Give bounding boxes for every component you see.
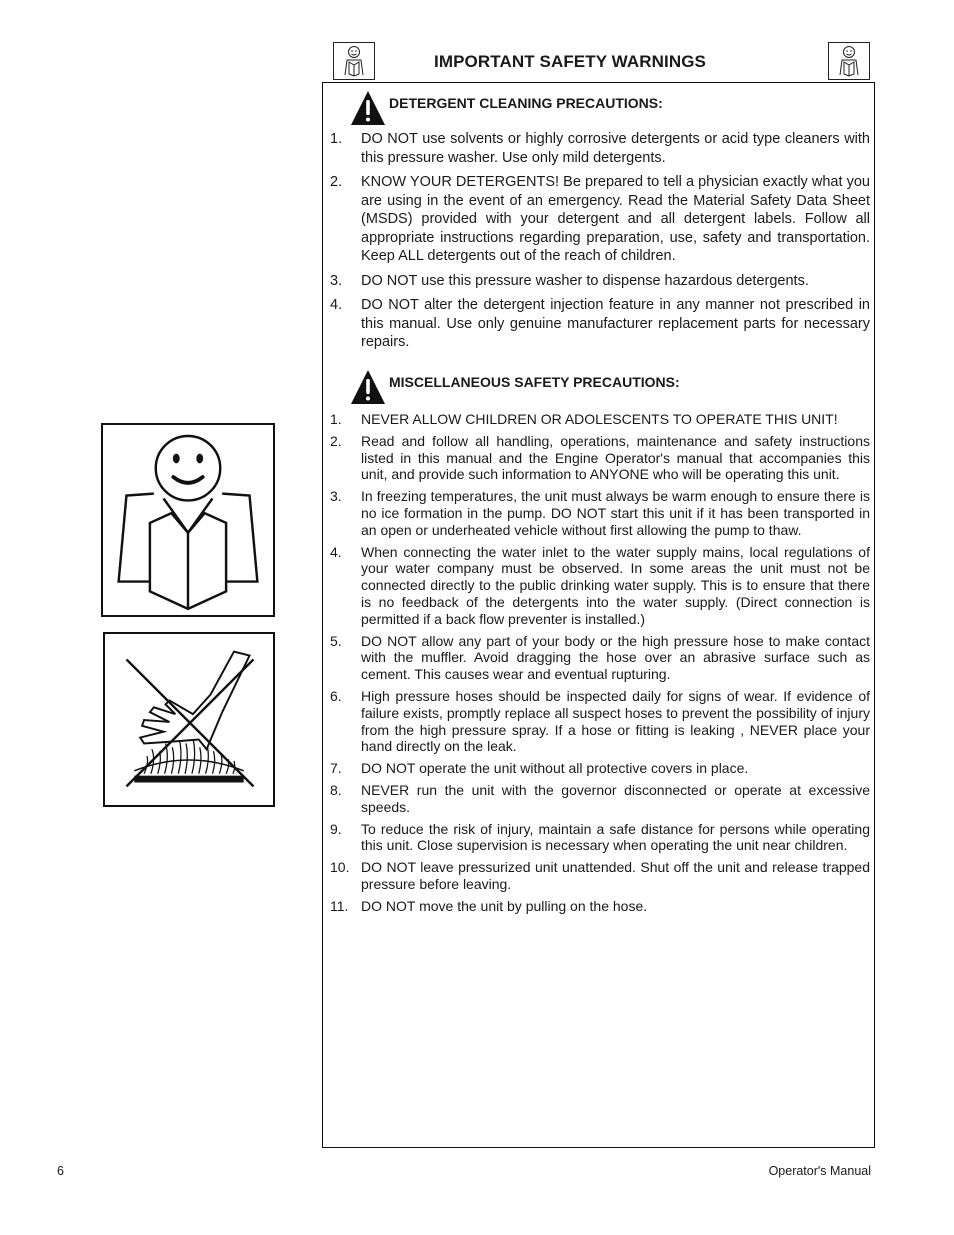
warning-triangle-icon — [350, 369, 386, 405]
list-item: 2. KNOW YOUR DETERGENTS! Be prepared to tell a physician exactly what you are using in the event of an emergency. Read the Material Safety Data Sheet (MSDS) provided with your detergent and all detergent labels. Follow all appropriate instructions regarding preparation, use, safety and transportation. Keep ALL detergents out of the reach of children. — [330, 174, 870, 264]
list-item: 3. DO NOT use this pressure washer to dispense hazardous detergents. — [330, 272, 809, 289]
detergent-precautions-list — [330, 130, 870, 358]
read-manual-icon — [333, 42, 375, 80]
list-item: 1. NEVER ALLOW CHILDREN OR ADOLESCENTS TO OPERATE THIS UNIT! — [330, 411, 838, 427]
page-number: 6 — [57, 1164, 64, 1178]
list-item: 6. High pressure hoses should be inspected daily for signs of wear. If evidence of failure exists, promptly replace all suspect hoses to prevent the possibility of injury from the high pressure spray. If a hose or fitting is leaking , NEVER place your hand directly on the leak. — [330, 687, 870, 755]
list-item: 10. DO NOT leave pressurized unit unattended. Shut off the unit and release trapped pressure before leaving. — [330, 859, 870, 892]
list-item: 1. DO NOT use solvents or highly corrosive detergents or acid type cleaners with this pressure washer. Use only mild detergents. — [330, 131, 870, 166]
list-item: 2. Read and follow all handling, operations, maintenance and safety instructions listed in this manual and the Engine Operator's manual that accompanies this unit, and provide such information to ANYONE who will be operating this unit. — [330, 432, 870, 483]
list-item: 8. NEVER run the unit with the governor disconnected or operate at excessive speeds. — [330, 781, 870, 815]
misc-precautions-list — [330, 411, 870, 920]
list-item: 4. When connecting the water inlet to the water supply mains, local regulations of your water company must be observed. In some areas the unit must not be connected directly to the public drinking water supply. This is to ensure that there is no feedback of the detergents into the water supply. (Direct connection is permitted if a back flow preventer is installed.) — [330, 543, 870, 627]
page-title: IMPORTANT SAFETY WARNINGS — [434, 52, 706, 71]
no-touch-hot-surface-icon — [103, 632, 275, 807]
list-item: 9. To reduce the risk of injury, maintain a safe distance for persons while operating this unit. Close supervision is necessary when operating the unit near children. — [330, 820, 870, 854]
read-manual-icon — [101, 423, 275, 617]
section-heading-text: MISCELLANEOUS SAFETY PRECAUTIONS: — [389, 374, 680, 390]
list-item: 7. DO NOT operate the unit without all protective covers in place. — [330, 760, 749, 777]
list-item: 3. In freezing temperatures, the unit must always be warm enough to ensure there is no ice formation in the pump. DO NOT start this unit if it has been transported in an open or underheated vehicle without first allowing the pump to thaw. — [330, 488, 870, 538]
list-item: 4. DO NOT alter the detergent injection feature in any manner not prescribed in this manual. Use only genuine manufacturer replacement parts for necessary repairs. — [330, 297, 870, 350]
list-item: 5. DO NOT allow any part of your body or the high pressure hose to make contact with the muffler. Avoid dragging the hose over an abrasive surface such as cement. This causes wear and eventual rupturing. — [330, 632, 870, 683]
read-manual-icon — [828, 42, 870, 80]
list-item: 11. DO NOT move the unit by pulling on the hose. — [330, 897, 648, 914]
warning-triangle-icon — [350, 90, 386, 126]
footer-title: Operator's Manual — [768, 1164, 871, 1178]
section-heading-text: DETERGENT CLEANING PRECAUTIONS: — [389, 95, 663, 111]
